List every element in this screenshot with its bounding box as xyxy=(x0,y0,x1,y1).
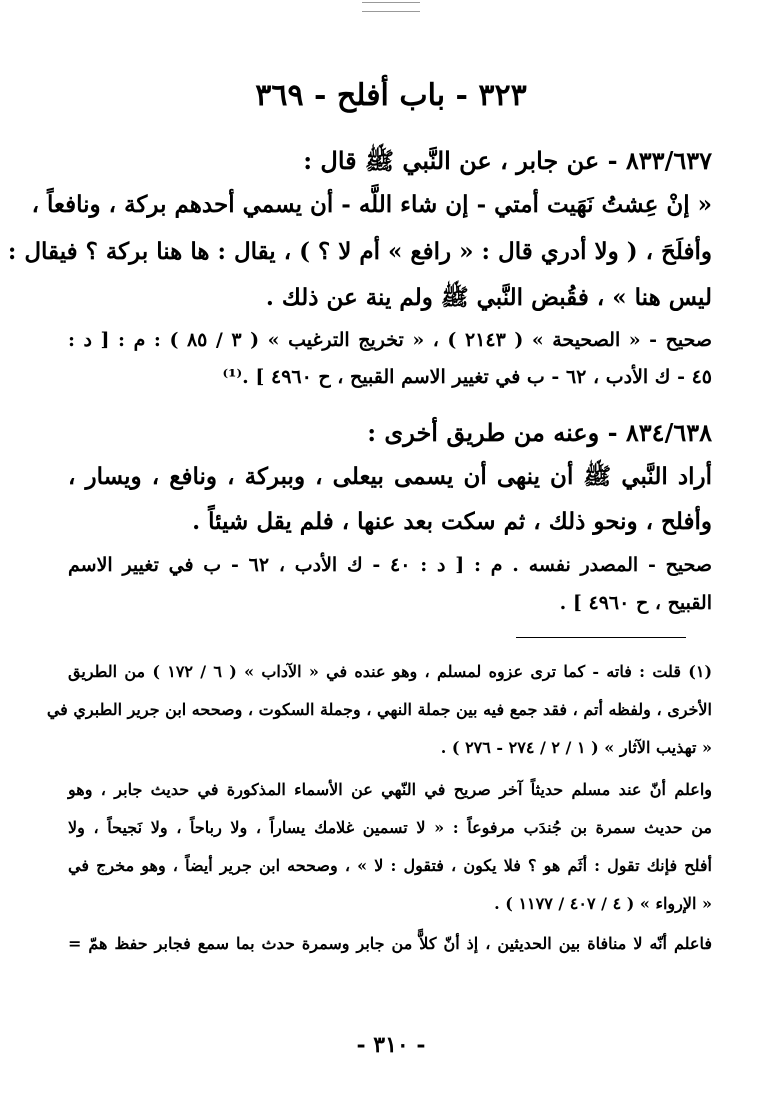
hadith-text-line: وأفلح ، ونحو ذلك ، ثم سكت بعد عنها ، فلم يقل شيئاً . xyxy=(192,508,712,535)
footnote-line: الأخرى ، ولفظه أتم ، فقد جمع فيه بين جملة النهي ، وجملة السكوت ، وصححه ابن جرير الطبري في xyxy=(46,700,712,719)
footnote-line: واعلم أنّ عند مسلم حديثاً آخر صريح في النّهي عن الأسماء المذكورة في حديث جابر ، وهو xyxy=(68,780,712,799)
hadith-heading: ٨٣٤/٦٣٨ - وعنه من طريق أخرى : xyxy=(367,418,712,447)
hadith-text-line: وأفلَحَ ، ( ولا أدري قال : « رافع » أم لا ؟ ) ، يقال : ها هنا بركة ؟ فيقال : xyxy=(7,238,712,265)
hadith-text-line: ليس هنا » ، فقُبض النَّبي ﷺ ولم ينة عن ذلك . xyxy=(265,284,712,311)
chapter-title: ٣٢٣ - باب أفلح - ٣٦٩ xyxy=(255,78,527,113)
footnote-line: « تهذيب الآثار » ( ١ / ٢ / ٢٧٤ - ٢٧٦ ) . xyxy=(440,738,712,757)
hadith-text-line: « إنْ عِشتُ نَهَيت أمتي - إن شاء اللَّه - أن يسمي أحدهم بركة ، ونافعاً ، xyxy=(31,191,712,218)
hadith-heading: ٨٣٣/٦٣٧ - عن جابر ، عن النَّبي ﷺ قال : xyxy=(303,146,712,175)
hadith-text-line: أراد النَّبي ﷺ أن ينهى أن يسمى بيعلى ، وببركة ، ونافع ، ويسار ، xyxy=(68,463,712,490)
hadith-grade-line: القبيح ، ح ٤٩٦٠ ] . xyxy=(559,592,712,614)
hadith-grade-line: ٤٥ - ك الأدب ، ٦٢ - ب في تغيير الاسم القبيح ، ح ٤٩٦٠ ] .⁽¹⁾ xyxy=(222,366,712,388)
footnote-line: من حديث سمرة بن جُندَب مرفوعاً : « لا تسمين غلامك يساراً ، ولا رباحاً ، ولا نَجيحاً ، ولا xyxy=(68,818,712,837)
footnote-line: أفلح فإنك تقول : أثَم هو ؟ فلا يكون ، فتقول : لا » ، وصححه ابن جرير أيضاً ، وهو مخرج في xyxy=(68,856,712,875)
footnote-separator xyxy=(516,637,686,638)
hadith-grade-line: صحيح - « الصحيحة » ( ٢١٤٣ ) ، « تخريج الترغيب » ( ٣ / ٨٥ ) : م : [ د : xyxy=(68,329,712,351)
footnote-line: « الإرواء » ( ٤ / ٤٠٧ / ١١٧٧ ) . xyxy=(494,894,712,913)
page-number: - ٣١٠ - xyxy=(356,1032,426,1058)
footnote-line: فاعلم أنّه لا منافاة بين الحديثين ، إذ أنّ كلاًّ من جابر وسمرة حدث بما سمع فجابر حفظ همّ = xyxy=(68,934,712,953)
footnote-line: (١) قلت : فاته - كما ترى عزوه لمسلم ، وهو عنده في « الآداب » ( ٦ / ١٧٢ ) من الطريق xyxy=(68,662,713,681)
top-edge-mark xyxy=(362,2,420,12)
hadith-grade-line: صحيح - المصدر نفسه . م : [ د : ٤٠ - ك الأدب ، ٦٢ - ب في تغيير الاسم xyxy=(68,554,712,576)
